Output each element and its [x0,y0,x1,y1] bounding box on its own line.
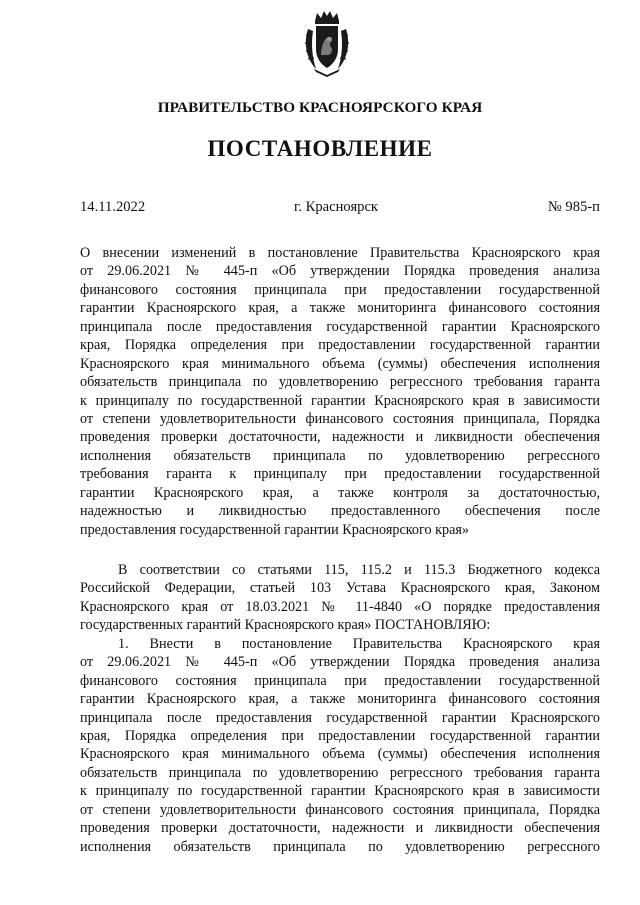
document-date: 14.11.2022 [80,199,146,215]
body-line: от степени удовлетворительности финансового состояния принципала, Порядка [80,801,600,818]
body-line: исполнения обязательств принципала по удовлетворению регрессного [80,838,600,855]
subject-line: надежностью и ликвидностью предоставленного обеспечения после [80,503,600,520]
body-line: края, Порядка определения при предоставлении государственной гарантии [80,727,600,744]
subject-line: проведения проверки достаточности, надежности и ликвидности обеспечения [80,429,600,446]
subject-line: предоставления государственной гарантии Красноярского края» [80,521,470,538]
subject-line: от 29.06.2021 № 445-п «Об утверждении Порядка проведения анализа [80,263,600,280]
body-line: Красноярского края от 18.03.2021 № 11-4840 «О порядке предоставления [80,598,600,615]
document-body [80,561,600,856]
document-subject [80,244,600,539]
body-line: финансового состояния принципала при предоставлении государственной [80,672,600,689]
body-line: к принципалу по государственной гарантии Красноярского края в зависимости [80,783,600,800]
body-line: В соответствии со статьями 115, 115.2 и 115.3 Бюджетного кодекса [118,562,600,578]
subject-line: принципала после предоставления государственной гарантии Красноярского [80,318,600,335]
subject-line: О внесении изменений в постановление Правительства Красноярского края [80,245,600,261]
document-number: № 985-п [547,199,600,215]
body-line: Российской Федерации, статьей 103 Устава Красноярского края, Законом [80,580,600,597]
subject-line: к принципалу по государственной гарантии Красноярского края в зависимости [80,392,600,409]
government-name: ПРАВИТЕЛЬСТВО КРАСНОЯРСКОГО КРАЯ [157,99,483,116]
body-line: Красноярского края минимального объема (суммы) обеспечения исполнения [80,746,600,763]
subject-line: обязательств принципала по удовлетворению регрессного требования гаранта [80,374,600,391]
body-line: 1. Внести в постановление Правительства Красноярского края [118,635,600,652]
body-line: государственных гарантий Красноярского края» ПОСТАНОВЛЯЮ: [80,617,491,634]
body-line: гарантии Красноярского края, а также мониторинга финансового состояния [80,691,600,708]
subject-line: финансового состояния принципала при предоставлении государственной [80,281,600,298]
subject-line: гарантии Красноярского края, а также контроля за достаточностью, [80,484,600,501]
document-type-title: ПОСТАНОВЛЕНИЕ [207,136,433,161]
krasnoyarsk-coat-of-arms-icon [302,9,352,77]
subject-line: края, Порядка определения при предоставлении государственной гарантии [80,337,600,354]
body-line: проведения проверки достаточности, надежности и ликвидности обеспечения [80,820,600,837]
document-meta-row [80,199,600,217]
subject-line: гарантии Красноярского края, а также мониторинга финансового состояния [80,300,600,317]
subject-line: требования гаранта к принципалу при предоставлении государственной [80,466,600,483]
document-city: г. Красноярск [294,199,379,215]
body-line: от 29.06.2021 № 445-п «Об утверждении Порядка проведения анализа [80,654,600,671]
subject-line: исполнения обязательств принципала по удовлетворению регрессного [80,447,600,464]
body-line: обязательств принципала по удовлетворению регрессного требования гаранта [80,764,600,781]
subject-line: Красноярского края минимального объема (суммы) обеспечения исполнения [80,355,600,372]
subject-line: от степени удовлетворительности финансового состояния принципала, Порядка [80,410,600,427]
body-line: принципала после предоставления государственной гарантии Красноярского [80,709,600,726]
